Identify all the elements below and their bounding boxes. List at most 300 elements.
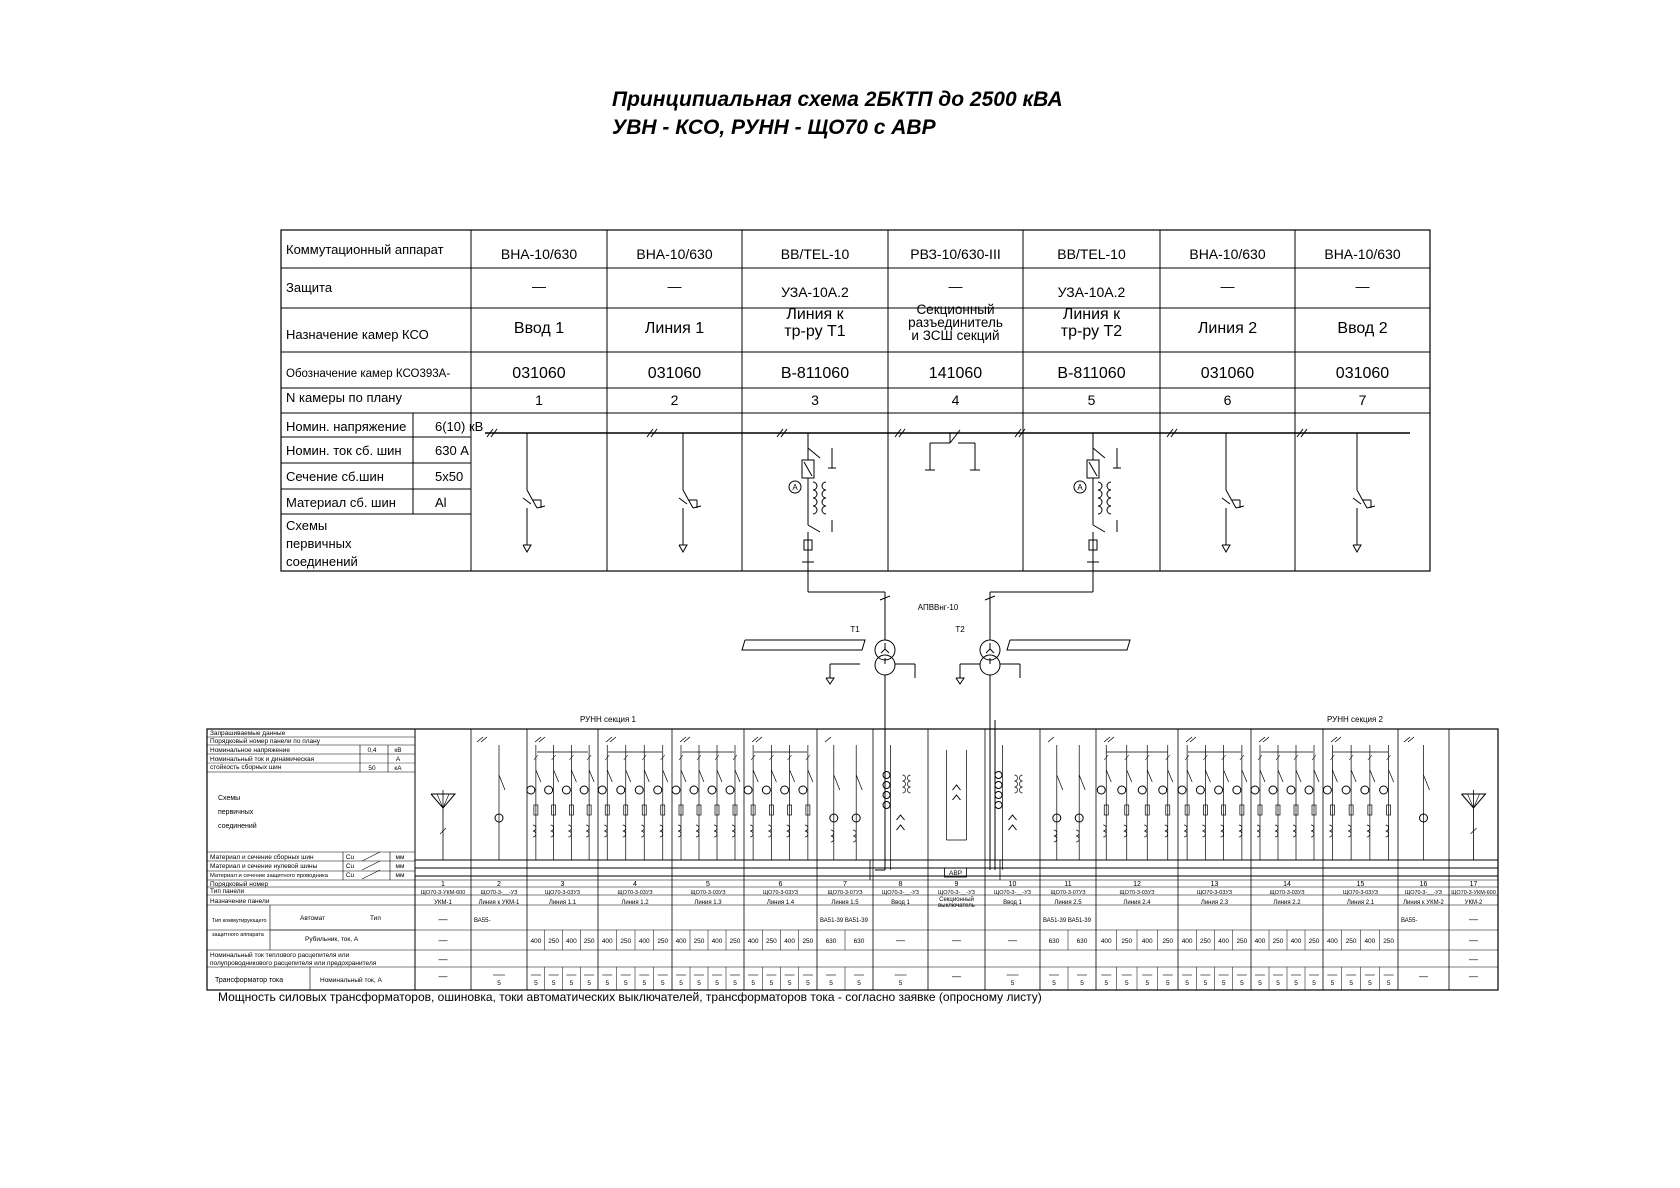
cell-number: 4 bbox=[951, 392, 960, 408]
knife-current: 400 bbox=[1326, 938, 1338, 945]
cell-apparatus: РВЗ-10/630-III bbox=[910, 246, 1001, 262]
ct-coil bbox=[1124, 825, 1127, 837]
panel-type: ЩО70-3-__-УЗ bbox=[938, 890, 975, 896]
switch bbox=[753, 770, 758, 782]
ct-coil bbox=[586, 825, 589, 837]
label: первичных bbox=[218, 809, 254, 816]
label: 50 bbox=[368, 765, 376, 772]
panel-type: ЩО70-3-03УЗ bbox=[1196, 890, 1233, 896]
ct-coil bbox=[1076, 830, 1079, 842]
knife-current: 250 bbox=[620, 938, 632, 945]
cell-number: 1 bbox=[535, 392, 543, 408]
panel-purpose: Линия к УКМ-2 bbox=[1403, 900, 1444, 906]
ammeter bbox=[1097, 786, 1105, 794]
ct-coil bbox=[813, 506, 817, 514]
ct-coil bbox=[1144, 825, 1147, 837]
knife-current: — bbox=[952, 935, 961, 945]
switch bbox=[1205, 770, 1210, 782]
cell-number: 6 bbox=[1223, 392, 1232, 408]
knife-current: 400 bbox=[1181, 938, 1193, 945]
cell-number: 3 bbox=[811, 392, 819, 408]
label: кВ bbox=[394, 747, 402, 754]
ct-coil bbox=[805, 825, 808, 837]
ct-current: 5 bbox=[1104, 980, 1109, 987]
panel-type: ЩО70-3-03УЗ bbox=[544, 890, 581, 896]
meter bbox=[883, 802, 890, 809]
switch bbox=[717, 770, 722, 782]
label: защитного аппарата bbox=[212, 932, 264, 938]
ct-coil bbox=[1107, 498, 1111, 506]
panel-purpose: Линия 2.4 bbox=[1123, 900, 1151, 906]
knife-current: 250 bbox=[1345, 938, 1357, 945]
ct-current: — bbox=[1469, 971, 1478, 981]
panel-purpose: Линия 1.5 bbox=[831, 900, 859, 906]
ammeter bbox=[708, 786, 716, 794]
panel-purpose: Линия к УКМ-1 bbox=[478, 900, 520, 906]
ammeter bbox=[527, 786, 535, 794]
knife-current: 250 bbox=[765, 938, 777, 945]
ct-coil bbox=[822, 506, 826, 514]
cell-protection: УЗА-10А.2 bbox=[1057, 284, 1126, 300]
ct-coil bbox=[1275, 825, 1278, 837]
breaker bbox=[1424, 775, 1430, 790]
switch bbox=[681, 770, 686, 782]
ammeter bbox=[598, 786, 606, 794]
label: Тип bbox=[370, 915, 381, 922]
runn-panel-15 bbox=[1323, 737, 1394, 990]
kso-row-label: Назначение камер КСО bbox=[286, 327, 429, 342]
cable-label: АПВВнг-10 bbox=[917, 603, 959, 612]
panel-purpose: выключатель bbox=[938, 903, 975, 909]
ct-coil bbox=[623, 825, 626, 837]
knife-current: 250 bbox=[802, 938, 814, 945]
knife-current: 400 bbox=[530, 938, 542, 945]
plug bbox=[953, 785, 961, 790]
ct-coil bbox=[641, 825, 644, 837]
ammeter bbox=[562, 786, 570, 794]
kso-row-label: Защита bbox=[286, 280, 333, 295]
label: Тип коммутирующего bbox=[212, 918, 267, 924]
cable-end bbox=[1222, 545, 1230, 552]
thermal-current: — bbox=[438, 954, 448, 964]
knife-current: 250 bbox=[1121, 938, 1133, 945]
knife-current: 400 bbox=[784, 938, 796, 945]
runn-panel-2 bbox=[474, 737, 520, 987]
ct-coil bbox=[1221, 825, 1224, 837]
panel-purpose: Линия 1.1 bbox=[548, 900, 577, 906]
ct-current: 5 bbox=[1203, 980, 1208, 987]
earth-blade bbox=[1093, 525, 1105, 532]
knife-current: 250 bbox=[583, 938, 595, 945]
ammeter-label: A bbox=[1077, 483, 1083, 492]
panel-breaker: ВА55- bbox=[1401, 918, 1418, 924]
ct-current: 5 bbox=[1185, 980, 1189, 987]
ct-current: 5 bbox=[1010, 980, 1015, 987]
label: мм bbox=[395, 872, 405, 879]
ct-current: 5 bbox=[497, 980, 501, 987]
panel-purpose: УКМ-1 bbox=[434, 900, 452, 906]
meter bbox=[883, 772, 890, 779]
breaker bbox=[1079, 775, 1085, 790]
title-line-1: Принципиальная схема 2БКТП до 2500 кВА bbox=[612, 88, 1063, 111]
runn-panel-5 bbox=[672, 737, 741, 990]
knife-current: 400 bbox=[1290, 938, 1302, 945]
label: Порядковый номер панели по плану bbox=[210, 738, 321, 745]
ammeter bbox=[617, 786, 625, 794]
cell-purpose: Ввод 2 bbox=[1337, 320, 1388, 337]
kso-cell-3 bbox=[781, 246, 850, 408]
label: Назначение панели bbox=[210, 898, 270, 905]
ammeter bbox=[1305, 786, 1313, 794]
switch bbox=[536, 770, 541, 782]
kso-scheme-6 bbox=[1222, 433, 1244, 552]
ct-current: 5 bbox=[806, 980, 810, 987]
panel-type: ЩО70-3-03УЗ bbox=[617, 890, 653, 896]
section-label: РУНН секция 1 bbox=[579, 715, 637, 724]
kso-scheme-7 bbox=[1353, 433, 1375, 552]
ct-current: 5 bbox=[642, 980, 647, 987]
kso-table-frame bbox=[281, 230, 1430, 571]
ct-coil bbox=[732, 825, 735, 837]
title-line-2: УВН - КСО, РУНН - ЩО70 с АВР bbox=[612, 116, 936, 139]
param-value: 5х50 bbox=[435, 469, 464, 484]
knife-current: 400 bbox=[1141, 938, 1153, 945]
ct-current: 5 bbox=[1258, 980, 1262, 987]
ct-coil bbox=[813, 490, 817, 498]
breaker bbox=[499, 775, 505, 790]
kso-row-label: Обозначение камер КСО393А- bbox=[286, 368, 451, 380]
kso-row-label: Коммутационный аппарат bbox=[286, 242, 444, 257]
switch bbox=[1260, 770, 1265, 782]
knife-current: 400 bbox=[601, 938, 613, 945]
panel-type: ЩО70-3-03УЗ bbox=[762, 890, 799, 896]
breaker-mark bbox=[804, 462, 812, 476]
ct-current: 5 bbox=[1080, 980, 1084, 987]
ct-current: 5 bbox=[1052, 980, 1056, 987]
switch bbox=[771, 770, 776, 782]
ct-current: 5 bbox=[829, 980, 833, 987]
ct-coil bbox=[1348, 825, 1351, 837]
cell-number: 2 bbox=[670, 392, 679, 408]
ct-coil bbox=[604, 825, 607, 837]
transformer-t2 bbox=[955, 625, 1130, 720]
ct-coil bbox=[1098, 498, 1102, 506]
kso-scheme-1 bbox=[523, 433, 545, 552]
label: мм bbox=[395, 854, 405, 861]
label: А bbox=[395, 756, 401, 763]
knife-current: 250 bbox=[1236, 938, 1248, 945]
slash bbox=[362, 870, 380, 879]
cell-code: 031060 bbox=[1200, 365, 1255, 382]
ammeter bbox=[1323, 786, 1331, 794]
ct-current: 5 bbox=[1386, 980, 1391, 987]
switch bbox=[808, 770, 813, 782]
ct-current: 5 bbox=[551, 980, 556, 987]
knife-current: 250 bbox=[1308, 938, 1320, 945]
kso-scheme-2 bbox=[679, 433, 701, 552]
knife-current: 630 bbox=[825, 938, 837, 945]
transformer-t1 bbox=[742, 625, 915, 720]
cell-purpose: тр-ру Т2 bbox=[1060, 323, 1123, 340]
ct-coil bbox=[853, 830, 856, 842]
knife-current: 250 bbox=[729, 938, 741, 945]
transformer-plate bbox=[1007, 640, 1130, 650]
cell-purpose: Линия к bbox=[786, 306, 844, 323]
transformer-label: Т2 bbox=[955, 625, 965, 634]
earth-blade bbox=[808, 525, 820, 532]
knife-current: 250 bbox=[657, 938, 669, 945]
switch bbox=[644, 770, 649, 782]
ct-coil bbox=[1107, 506, 1111, 514]
kso-scheme-3 bbox=[789, 433, 836, 592]
panel-purpose: Линия 2.5 bbox=[1054, 900, 1082, 906]
ct-coil bbox=[1202, 825, 1205, 837]
runn-table bbox=[207, 715, 1498, 990]
ct-current: 5 bbox=[1368, 980, 1372, 987]
knife-current: 400 bbox=[1218, 938, 1230, 945]
kso-cell-1 bbox=[501, 246, 577, 408]
panel-purpose: УКМ-2 bbox=[1464, 900, 1483, 906]
meter bbox=[883, 782, 890, 789]
ct-coil bbox=[903, 775, 906, 793]
runn-panel-3 bbox=[527, 737, 595, 990]
kso-cell-6 bbox=[1189, 246, 1265, 408]
ammeter bbox=[1233, 786, 1241, 794]
switch bbox=[1187, 770, 1192, 782]
knife-current: — bbox=[896, 935, 905, 945]
ct-current: 5 bbox=[1294, 980, 1298, 987]
panel-number: 14 bbox=[1283, 881, 1291, 888]
param-label: Материал сб. шин bbox=[286, 495, 396, 510]
cell-purpose: и ЗСШ секций bbox=[911, 328, 1000, 343]
runn-panel-13 bbox=[1178, 737, 1248, 990]
panel-number: 13 bbox=[1210, 881, 1219, 888]
ct-coil bbox=[696, 825, 699, 837]
ct-current: 5 bbox=[1312, 980, 1316, 987]
knife-current: 400 bbox=[1100, 938, 1112, 945]
fuse-mark bbox=[679, 498, 687, 504]
panel-number: 8 bbox=[898, 881, 903, 888]
switch bbox=[1351, 770, 1356, 782]
ct-current: — bbox=[952, 971, 961, 981]
label: Cu bbox=[345, 872, 355, 879]
ct-coil bbox=[551, 825, 554, 837]
ct-current: 5 bbox=[534, 980, 538, 987]
label: Материал и сечение защитного проводника bbox=[210, 873, 328, 879]
label: Cu bbox=[345, 854, 355, 861]
thermal-current: — bbox=[1469, 954, 1478, 964]
sect-blade bbox=[950, 430, 960, 443]
cell-purpose: Ввод 1 bbox=[513, 320, 565, 337]
ct-coil bbox=[1015, 775, 1018, 793]
kso-table bbox=[281, 230, 1430, 571]
ct-coil bbox=[813, 482, 817, 490]
ct-coil bbox=[1054, 830, 1057, 842]
knife-current: 400 bbox=[1364, 938, 1376, 945]
plug bbox=[1009, 825, 1017, 830]
cell-apparatus: ВНА-10/630 bbox=[500, 246, 578, 262]
kso-row-label: N камеры по плану bbox=[286, 390, 402, 405]
cell-code: 141060 bbox=[928, 365, 983, 382]
panel-number: 16 bbox=[1419, 881, 1428, 888]
knife-current: 400 bbox=[1254, 938, 1266, 945]
panel-number: 5 bbox=[706, 881, 710, 888]
switch bbox=[1242, 770, 1247, 782]
ct-coil bbox=[1257, 825, 1260, 837]
ct-current: 5 bbox=[697, 980, 701, 987]
ct-coil bbox=[1293, 825, 1296, 837]
ct-coil bbox=[1165, 825, 1168, 837]
param-label: Номин. ток сб. шин bbox=[286, 443, 402, 458]
ammeter bbox=[580, 786, 588, 794]
section-label: РУНН секция 2 bbox=[1326, 715, 1384, 724]
capacitor-mark bbox=[1474, 794, 1480, 808]
ct-current: — bbox=[1419, 971, 1428, 981]
meter bbox=[883, 792, 890, 799]
knife-current: 400 bbox=[638, 938, 650, 945]
fuse-mark bbox=[1222, 498, 1230, 504]
ct-current: 5 bbox=[1124, 980, 1129, 987]
kso-cell-7 bbox=[1324, 246, 1400, 408]
meter bbox=[995, 782, 1002, 789]
ammeter bbox=[654, 786, 662, 794]
schemes-label: Схемы bbox=[286, 518, 328, 533]
ct-current: 5 bbox=[679, 980, 683, 987]
ammeter bbox=[1269, 786, 1277, 794]
switch bbox=[554, 770, 559, 782]
panel-purpose: Линия 1.3 bbox=[694, 900, 722, 906]
ct-coil bbox=[831, 830, 834, 842]
cell-code: 031060 bbox=[512, 365, 566, 382]
cell-code: 031060 bbox=[1335, 365, 1390, 382]
label: Материал и сечение сборных шин bbox=[210, 854, 314, 861]
ct-current: 5 bbox=[660, 980, 665, 987]
ct-current: 5 bbox=[623, 980, 628, 987]
switch bbox=[663, 770, 668, 782]
panel-breaker: — bbox=[1469, 914, 1478, 924]
ct-coil bbox=[908, 775, 911, 793]
wye-mark bbox=[881, 649, 885, 653]
cell-apparatus: ВВ/TEL-10 bbox=[1057, 246, 1126, 262]
footnote: Мощность силовых трансформаторов, ошиновка, токи автоматических выключателей, трансформаторов тока - согласно заявке (опросному листу) bbox=[218, 990, 1042, 1004]
panel-purpose: Линия 1.4 bbox=[766, 900, 795, 906]
cable-end bbox=[679, 545, 687, 552]
cell-protection: — bbox=[532, 278, 546, 294]
knife-current: 400 bbox=[565, 938, 577, 945]
runn-panel-17 bbox=[1451, 790, 1496, 981]
ct-current: 5 bbox=[1165, 980, 1170, 987]
ct-coil bbox=[1098, 506, 1102, 514]
ammeter bbox=[744, 786, 752, 794]
cell-purpose: Линия 1 bbox=[644, 320, 705, 337]
schemes-label: первичных bbox=[286, 536, 352, 551]
panel-type: ЩО70-3-__-УЗ bbox=[994, 890, 1031, 896]
panel-number: 6 bbox=[778, 881, 783, 888]
switch-blade bbox=[1226, 490, 1236, 508]
switch bbox=[1370, 770, 1375, 782]
switch bbox=[626, 770, 631, 782]
ct-current: 5 bbox=[715, 980, 719, 987]
panel-number: 10 bbox=[1008, 881, 1017, 888]
label: Рубильник, ток, А bbox=[305, 936, 359, 943]
switch bbox=[1127, 770, 1132, 782]
ammeter bbox=[1361, 786, 1369, 794]
panel-number: 2 bbox=[497, 881, 501, 888]
kso-scheme-5 bbox=[1074, 433, 1121, 592]
ct-coil bbox=[1329, 825, 1332, 837]
ct-coil bbox=[813, 498, 817, 506]
cell-apparatus: ВВ/TEL-10 bbox=[780, 246, 850, 262]
label: Тип панели bbox=[210, 888, 245, 895]
cell-protection: — bbox=[667, 278, 682, 294]
knife-current: 630 bbox=[853, 938, 865, 945]
cell-purpose: Секционный bbox=[916, 302, 995, 317]
panel-number: 7 bbox=[843, 881, 847, 888]
runn-panel-9 bbox=[938, 750, 976, 981]
knife-current: — bbox=[1469, 935, 1478, 945]
ct-coil bbox=[822, 490, 826, 498]
fuse-mark bbox=[1353, 498, 1361, 504]
label: Трансформатор тока bbox=[215, 977, 284, 984]
runn-panel-6 bbox=[744, 737, 814, 990]
slash bbox=[362, 861, 380, 870]
cell-purpose: тр-ру Т1 bbox=[784, 323, 846, 340]
breaker bbox=[856, 775, 862, 790]
meter bbox=[995, 802, 1002, 809]
ct-coil bbox=[822, 482, 826, 490]
switch bbox=[1147, 770, 1152, 782]
ct-current: — bbox=[438, 971, 448, 981]
panel-type: ЩО70-3-07УЗ bbox=[1050, 890, 1086, 896]
panel-type: ЩО70-3-03УЗ bbox=[690, 890, 726, 896]
switch bbox=[735, 770, 740, 782]
ammeter bbox=[762, 786, 770, 794]
fuse-mark bbox=[523, 498, 531, 504]
ct-current: 5 bbox=[569, 980, 574, 987]
switch-blade bbox=[1357, 490, 1367, 508]
ground-arrow bbox=[956, 678, 964, 684]
ct-current: 5 bbox=[751, 980, 755, 987]
ammeter bbox=[1287, 786, 1295, 794]
label: полупроводникового расцепителя или предохранителя bbox=[210, 960, 377, 967]
wye-mark bbox=[885, 649, 889, 653]
kso-cell-4 bbox=[908, 246, 1003, 408]
transformer-label: Т1 bbox=[850, 625, 860, 634]
label: стойкость сборных шин bbox=[210, 764, 282, 771]
ct-current: 5 bbox=[587, 980, 591, 987]
label: мм bbox=[395, 863, 405, 870]
ammeter bbox=[635, 786, 643, 794]
ct-current: 5 bbox=[787, 980, 792, 987]
ct-coil bbox=[660, 825, 663, 837]
label: Автомат bbox=[300, 915, 326, 922]
label: кА bbox=[394, 765, 402, 772]
ct-coil bbox=[1098, 482, 1102, 490]
ct-current: 5 bbox=[1276, 980, 1280, 987]
panel-number: 15 bbox=[1356, 881, 1365, 888]
cell-protection: УЗА-10А.2 bbox=[781, 284, 849, 300]
label: 0,4 bbox=[367, 747, 377, 754]
panel-breaker: ВА51-39 ВА51-39 bbox=[820, 918, 868, 924]
ct-coil bbox=[1107, 490, 1111, 498]
panel-number: 1 bbox=[441, 881, 445, 888]
ammeter bbox=[672, 786, 680, 794]
meter bbox=[995, 792, 1002, 799]
plug bbox=[897, 815, 905, 820]
cell-apparatus: ВНА-10/630 bbox=[1324, 246, 1401, 262]
ct-current: 5 bbox=[898, 980, 903, 987]
panel-number: 3 bbox=[560, 881, 565, 888]
